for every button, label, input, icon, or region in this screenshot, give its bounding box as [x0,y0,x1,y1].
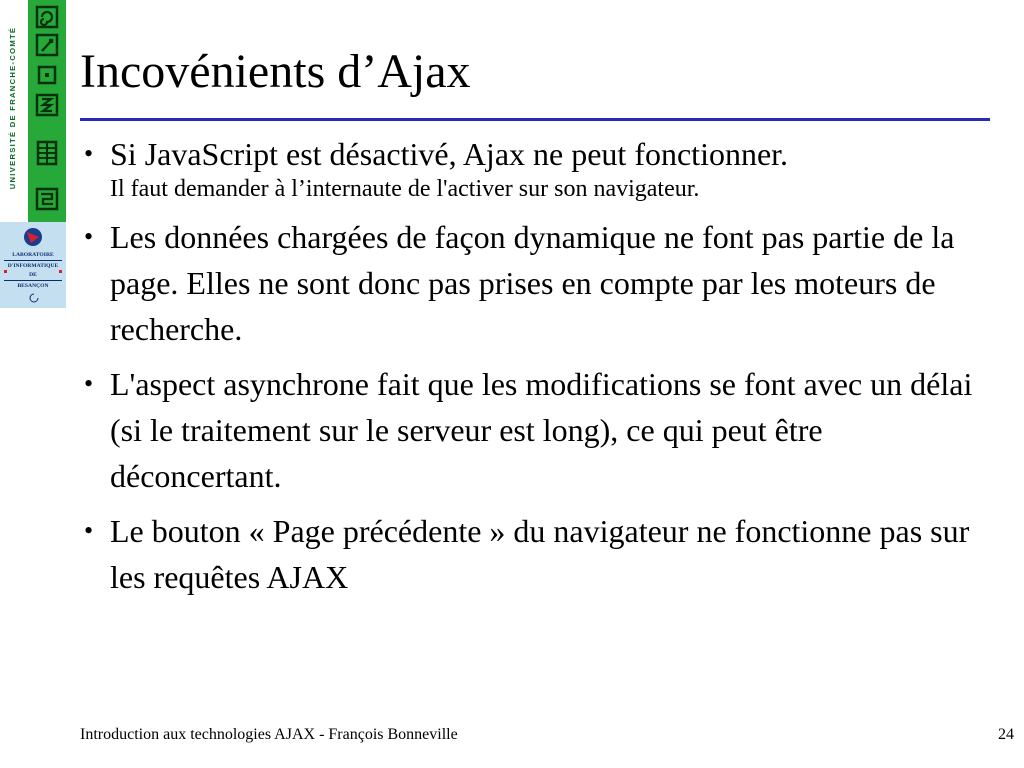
university-band [0,0,28,222]
title-underline [80,118,990,121]
lab-swirl-icon [29,293,39,303]
lab-line-1: LABORATOIRE [12,252,54,258]
bullet-subtext: Il faut demander à l’internaute de l'activer sur son navigateur. [110,176,700,202]
bullet-item [80,361,980,499]
bullet-dot: • [84,369,94,398]
bullet-dot: • [84,516,94,545]
spiral-icon [34,4,60,30]
bullet-list [80,131,980,609]
bullet-text: Le bouton « Page précédente » du navigateur ne fonctionne pas sur les requêtes AJAX [110,513,970,595]
bullet-text: Les données chargées de façon dynamique ne font pas partie de la page. Elles ne sont donc pas prises en compte par les moteurs de recherche. [110,219,955,347]
bullet-item [80,508,980,600]
bullet-item [80,214,980,352]
pen-icon [34,32,60,58]
lab-red-dot [59,270,62,273]
lab-red-dot [4,270,7,273]
lab-divider [4,260,62,261]
lab-emblem-icon [22,226,44,248]
bullet-item [80,131,980,205]
logo-green-column [28,0,66,222]
bullet-dot: • [84,139,94,168]
page-number: 24 [998,726,1014,743]
bullet-dot: • [84,222,94,251]
bullet-text: Si JavaScript est désactivé, Ajax ne peut fonctionner. [110,136,789,172]
slide-title: Incovénients d’Ajax [80,45,471,98]
lab-line-4: BESANÇON [17,283,49,289]
maze-icon [34,186,60,212]
university-logo [0,0,66,308]
zigzag-icon [34,92,60,118]
grid-icon [34,140,60,166]
lab-line-3: DE [29,272,37,278]
university-name: UNIVERSITÉ DE FRANCHE-COMTÉ [8,26,17,190]
footer-text: Introduction aux technologies AJAX - François Bonneville [80,726,458,743]
square-dot-icon [34,62,60,88]
lab-line-2: D'INFORMATIQUE [7,263,59,269]
bullet-text: L'aspect asynchrone fait que les modifications se font avec un délai (si le traitement sur le serveur est long), ce qui peut être déconcertant. [110,366,973,494]
lab-divider [4,280,62,281]
lab-logo [0,222,66,308]
